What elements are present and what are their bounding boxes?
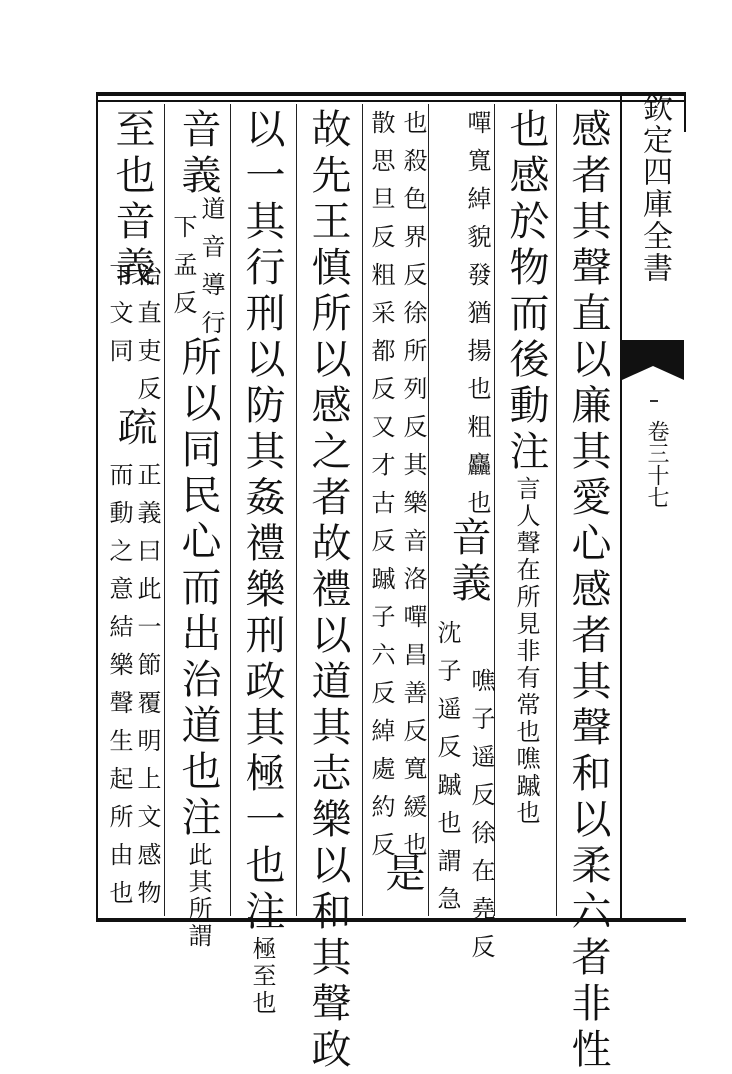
frame-right-outer-rule <box>684 92 686 132</box>
text-column-9-note-d: 而動之意結樂聲生起所由也 <box>105 462 133 918</box>
column-divider <box>428 104 429 916</box>
text-column-9-main: 至也音義 <box>109 108 155 292</box>
frame-right-rule <box>620 92 622 922</box>
main-char: 是 <box>379 852 425 898</box>
frame-top-rule <box>96 92 686 96</box>
frame-top-rule-inner <box>96 100 686 102</box>
fishtail-notch <box>622 366 684 380</box>
text-column-4-left <box>398 110 428 870</box>
note-label: 注 <box>503 430 549 476</box>
text-column-5 <box>366 110 396 870</box>
commentary-text: 言人聲在所見非有常也噍䠞也 <box>512 476 540 827</box>
note-label: 注 <box>239 890 285 936</box>
text-column-6 <box>300 108 356 1074</box>
main-text: 以一其行刑以防其姦禮樂刑政其極一也 <box>239 108 285 890</box>
column-divider <box>556 104 557 916</box>
yinyi-label: 音義 <box>445 516 491 608</box>
column-divider <box>230 104 231 916</box>
column-divider <box>164 104 165 916</box>
main-text: 也感於物而後動 <box>503 108 549 430</box>
commentary-text: 噍子遥反徐在堯反 <box>467 668 495 972</box>
main-text: 所以同民心而出治道也 <box>175 336 221 796</box>
text-column-8-note-b: 下孟反 <box>169 214 197 328</box>
commentary-text: 此其所謂 <box>184 842 212 950</box>
commentary-text: 也殺色界反徐所列反其樂音洛嘽昌善反寬緩也 <box>399 110 427 870</box>
commentary-text: 散思旦反粗采都反又才古反䠞子六反綽處約反 <box>367 110 395 870</box>
margin-book-title: 欽定四庫全書 <box>637 92 672 284</box>
text-column-8-main <box>170 336 226 950</box>
commentary-text: 沈子遥反䠞也謂急 <box>433 620 461 924</box>
text-column-4-right <box>432 620 462 924</box>
fishtail-mark <box>622 340 684 366</box>
note-label: 注 <box>175 796 221 842</box>
text-column-3-right <box>462 110 492 528</box>
text-column-8-note-a: 道音導行 <box>197 196 225 348</box>
text-column-9-note-a: 治直吏反 <box>133 262 161 414</box>
main-text: 感者其聲直以廉其愛心感者其聲和以柔六者非性 <box>565 108 611 1074</box>
margin-juan-number: 卷三十七 <box>644 420 669 508</box>
text-column-7 <box>234 108 290 1017</box>
text-column-9-note-b: 下文同 <box>105 262 133 376</box>
text-column-9-note-c: 正義曰此一節覆明上文感物 <box>133 462 161 918</box>
text-column-8-mark: 音義 <box>175 108 221 200</box>
frame-left-rule <box>96 92 98 922</box>
text-column-3-note <box>466 668 496 972</box>
commentary-text: 極至也 <box>248 936 276 1017</box>
main-text: 故先王慎所以感之者故禮以道其志樂以和其聲政 <box>305 108 351 1074</box>
shu-label: 疏 <box>111 406 157 452</box>
column-divider <box>362 104 363 916</box>
column-divider <box>296 104 297 916</box>
text-column-2 <box>498 108 554 827</box>
text-column-1 <box>560 108 616 1074</box>
margin-dash <box>650 400 658 402</box>
commentary-text: 嘽寬綽貌發猶揚也粗麤也 <box>463 110 491 528</box>
